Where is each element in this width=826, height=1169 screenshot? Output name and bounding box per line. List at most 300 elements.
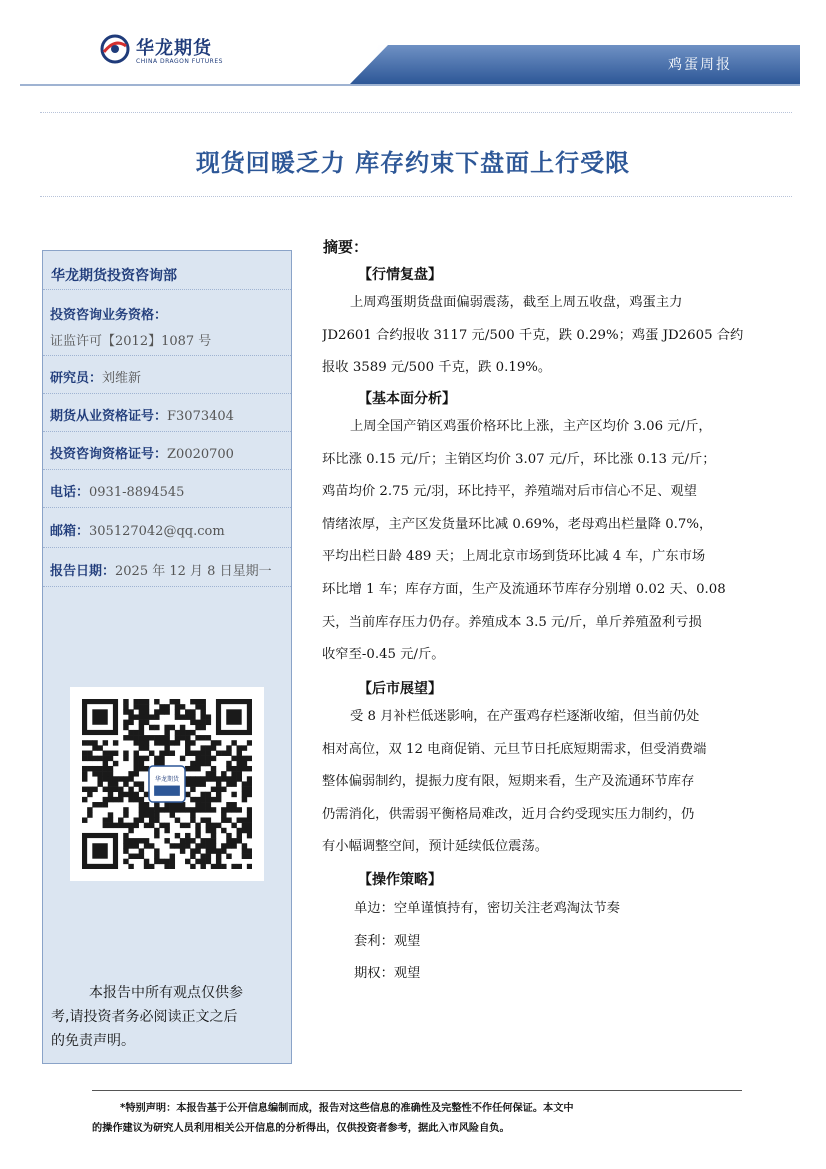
qr-module [123,735,128,740]
qr-module [149,812,154,817]
qr-module [231,781,236,786]
qr-module [226,745,231,750]
qr-module [82,756,87,761]
qr-module [231,843,236,848]
qr-module [144,812,149,817]
qr-module [175,704,180,709]
qr-module [247,848,252,853]
qr-module [87,740,92,745]
qr-module [123,751,128,756]
qr-module [170,740,175,745]
qr-center-label: 华龙期货 [154,775,180,783]
sidebar-disclaimer-line: 的免责声明。 [51,1033,135,1049]
qr-module [144,807,149,812]
qr-module [123,699,128,704]
qr-module [185,838,190,843]
qr-module [139,725,144,730]
qr-module [134,730,139,735]
qr-module [139,802,144,807]
qr-module [123,756,128,761]
qr-module [103,771,108,776]
qr-module [118,776,123,781]
qr-module [103,817,108,822]
qr-module [170,699,175,704]
qr-module [226,776,231,781]
qr-module [221,771,226,776]
qr-module [237,817,242,822]
qr-module [221,787,226,792]
qr-module [237,833,242,838]
qr-module [139,812,144,817]
qr-module [195,761,200,766]
qr-module [180,838,185,843]
qualification-value: 证监许可【2012】1087 号 [50,334,212,349]
qr-module [226,833,231,838]
qr-module [139,745,144,750]
qr-module [195,833,200,838]
qr-module [211,771,216,776]
qr-module [175,740,180,745]
qr-module [164,735,169,740]
qr-module [128,771,133,776]
qr-module [195,802,200,807]
qr-module [231,807,236,812]
qr-module [108,751,113,756]
qr-module [139,756,144,761]
qr-module [154,740,159,745]
qr-module [206,802,211,807]
strategy-heading: 【操作策略】 [358,872,442,888]
qr-module [113,751,118,756]
qr-center-band [154,786,180,796]
qr-center-badge [149,766,185,802]
qr-module [159,709,164,714]
qr-module [139,838,144,843]
sidebar-disclaimer-line: 考,请投资者务必阅读正文之后 [51,1009,238,1025]
qr-module [139,699,144,704]
qr-module [195,776,200,781]
qr-module [123,781,128,786]
qr-module [144,745,149,750]
qr-module [237,776,242,781]
qr-module [216,797,221,802]
qr-module [200,802,205,807]
qr-module [180,802,185,807]
qr-module [87,751,92,756]
qr-module [185,709,190,714]
sidebar-disclaimer [51,981,283,1053]
qr-module [175,802,180,807]
researcher-row [43,355,291,393]
qr-module [195,699,200,704]
qr-module [92,740,97,745]
qr-module [144,720,149,725]
qr-module [103,761,108,766]
report-type-label: 鸡蛋周报 [668,57,732,73]
qr-module [144,740,149,745]
futures-cert-label: 期货从业资格证号： [50,409,168,424]
qr-module [92,756,97,761]
qr-module [134,843,139,848]
qr-module [164,740,169,745]
brand-name-en: CHINA DRAGON FUTURES [136,58,223,65]
qr-module [200,781,205,786]
qr-module [242,848,247,853]
special-statement [92,1099,744,1139]
qr-module [206,838,211,843]
qr-module [134,714,139,719]
qr-module [175,735,180,740]
text-line: 环比涨 0.15 元/斤；主销区均价 3.07 元/斤，环比涨 0.13 元/斤； [322,451,716,467]
qr-module [200,714,205,719]
qr-module [237,745,242,750]
qr-module [195,807,200,812]
qr-module [190,699,195,704]
qr-module [154,817,159,822]
qr-module [211,843,216,848]
qr-module [103,802,108,807]
qr-module [134,735,139,740]
email-row [43,507,291,547]
qr-module [190,848,195,853]
qr-module [108,771,113,776]
qr-module [195,848,200,853]
qr-module [139,854,144,859]
qr-module [139,730,144,735]
phone-row [43,469,291,507]
qr-module [216,776,221,781]
qr-module [226,843,231,848]
qr-module [247,828,252,833]
analyst-info-panel [42,250,292,1064]
qr-module [108,766,113,771]
qr-module [216,781,221,786]
qr-module [97,802,102,807]
qr-module [231,766,236,771]
qr-module [190,761,195,766]
qr-module [247,854,252,859]
qr-module [211,864,216,869]
qr-module [247,823,252,828]
qr-module [216,823,221,828]
qr-module [185,776,190,781]
qr-module [144,838,149,843]
qr-module [242,797,247,802]
qr-module [144,756,149,761]
advisory-cert-row [43,431,291,469]
qr-module [154,812,159,817]
brand-logo [100,30,240,75]
qr-module [242,781,247,786]
qr-module [200,792,205,797]
qr-module [123,709,128,714]
qr-module [144,735,149,740]
qr-module [247,807,252,812]
qr-module [92,766,97,771]
qr-module [159,740,164,745]
qr-module [211,776,216,781]
qr-module [206,761,211,766]
qr-module [159,807,164,812]
qr-module [206,797,211,802]
qr-module [82,771,87,776]
qr-module [190,838,195,843]
qr-module [180,848,185,853]
qr-module [247,776,252,781]
qr-module [108,792,113,797]
qr-module [247,864,252,869]
qr-module [82,740,87,745]
qr-module [159,735,164,740]
statement-line: 的操作建议为研究人员利用相关公开信息的分析得出，仅供投资者参考，据此入市风险自负。 [92,1123,510,1134]
qr-module [242,745,247,750]
qr-module [128,864,133,869]
qr-module [113,797,118,802]
qr-module [123,843,128,848]
phone-label: 电话： [50,485,90,500]
qr-module [108,817,113,822]
qr-module [134,756,139,761]
qr-module [170,807,175,812]
qr-module [154,714,159,719]
qr-module [231,756,236,761]
qr-module [221,807,226,812]
qualification-row [43,289,291,365]
qr-module [216,864,221,869]
qr-module [87,812,92,817]
qr-module [154,854,159,859]
qr-module [216,859,221,864]
qr-module [221,848,226,853]
qr-module [144,843,149,848]
researcher-label: 研究员： [50,371,103,386]
qr-module [247,817,252,822]
qr-module [185,833,190,838]
qr-module [82,797,87,802]
qr-module [247,787,252,792]
qr-module [139,720,144,725]
qr-module [108,756,113,761]
qr-module [164,864,169,869]
qr-module [195,781,200,786]
qr-module [97,771,102,776]
qr-module [103,776,108,781]
qr-module [103,787,108,792]
qr-module [221,828,226,833]
qr-module [195,756,200,761]
qr-module [134,792,139,797]
qr-module [164,730,169,735]
qr-module [144,864,149,869]
qr-module [164,745,169,750]
qr-module [128,823,133,828]
qr-module [123,823,128,828]
qr-module [226,802,231,807]
qr-module [164,828,169,833]
qr-module [226,761,231,766]
qr-module [123,838,128,843]
qr-module [185,740,190,745]
qr-module [190,720,195,725]
qr-module [206,854,211,859]
qr-module [118,823,123,828]
qr-module [211,838,216,843]
qr-module [180,823,185,828]
qr-module [211,797,216,802]
qr-module [200,745,205,750]
qr-module [154,699,159,704]
qr-module [159,704,164,709]
report-date-label: 报告日期： [50,564,116,579]
qr-module [134,823,139,828]
researcher-value: 刘维新 [102,371,142,386]
qr-module [113,787,118,792]
qr-module [97,776,102,781]
advisory-cert-value: Z0020700 [167,447,234,462]
report-header [0,0,826,95]
qr-module [164,751,169,756]
qr-module [87,766,92,771]
qr-module [237,828,242,833]
qr-module [149,823,154,828]
qr-module [118,787,123,792]
qr-module [190,817,195,822]
qr-module [185,766,190,771]
qr-module [180,725,185,730]
qr-module [242,854,247,859]
qr-module [175,843,180,848]
qr-module [154,735,159,740]
qr-module [200,751,205,756]
qr-module [226,766,231,771]
qr-module [134,854,139,859]
qr-module [242,817,247,822]
qr-module [87,756,92,761]
qr-module [154,725,159,730]
qr-module [170,751,175,756]
qr-module [139,714,144,719]
qr-module [185,735,190,740]
qr-module [211,823,216,828]
qr-module [185,792,190,797]
qr-module [211,756,216,761]
qr-module [123,859,128,864]
qr-module [242,828,247,833]
qr-module [200,699,205,704]
qr-module [180,807,185,812]
qr-module [200,735,205,740]
qr-module [237,761,242,766]
qr-module [211,745,216,750]
qr-module [159,823,164,828]
qr-module [200,776,205,781]
qr-module [92,745,97,750]
qr-module [242,761,247,766]
qr-module [180,714,185,719]
qr-module [247,756,252,761]
qr-module [185,751,190,756]
qr-module [154,859,159,864]
text-line: 上周全国产销区鸡蛋价格环比上涨，主产区均价 3.06 元/斤， [350,419,712,434]
qr-module [221,864,226,869]
qr-module [128,792,133,797]
text-line: 收窄至-0.45 元/斤。 [322,647,445,663]
qr-module [82,776,87,781]
qr-module [134,740,139,745]
qr-module [206,751,211,756]
qr-module [139,787,144,792]
qr-module [82,751,87,756]
qr-module [154,828,159,833]
qr-module [200,864,205,869]
qr-module [113,781,118,786]
qr-module [185,823,190,828]
qr-module [170,843,175,848]
qr-module [200,838,205,843]
qr-module [103,751,108,756]
qr-module [82,766,87,771]
qr-module [134,838,139,843]
report-title: 现货回暖乏力 库存约束下盘面上行受限 [195,149,631,177]
qr-module [159,751,164,756]
qr-module [247,766,252,771]
qr-module [237,766,242,771]
qr-module [128,776,133,781]
qr-module [123,833,128,838]
qr-module [206,828,211,833]
qr-module [185,714,190,719]
qr-module [164,823,169,828]
qr-module [185,807,190,812]
qr-module [185,859,190,864]
qr-module [108,823,113,828]
text-line: 情绪浓厚，主产区发货量环比减 0.69%，老母鸡出栏量降 0.7%， [322,516,713,532]
qr-module [92,787,97,792]
footer-divider [92,1090,742,1091]
qr-module [216,848,221,853]
qr-module [118,797,123,802]
qr-module [226,751,231,756]
qr-module [190,787,195,792]
qr-module [108,797,113,802]
qr-module [190,709,195,714]
qr-module [170,859,175,864]
qr-module [108,776,113,781]
qr-module [195,823,200,828]
qr-module [149,714,154,719]
text-line: JD2601 合约报收 3117 元/500 千克，跌 0.29%；鸡蛋 JD2605 合约 [322,327,744,343]
qr-module [200,720,205,725]
qr-module [175,817,180,822]
qr-module [134,817,139,822]
qr-module [113,776,118,781]
qr-module [242,756,247,761]
qr-module [149,751,154,756]
qr-module [113,823,118,828]
qr-module [175,709,180,714]
qr-module [164,859,169,864]
qr-module [175,730,180,735]
qr-module [216,787,221,792]
qr-module [211,766,216,771]
qr-module [154,756,159,761]
qr-module [164,704,169,709]
qr-module [103,797,108,802]
qr-module [200,797,205,802]
qr-module [175,807,180,812]
qr-module [92,802,97,807]
qr-module [154,833,159,838]
